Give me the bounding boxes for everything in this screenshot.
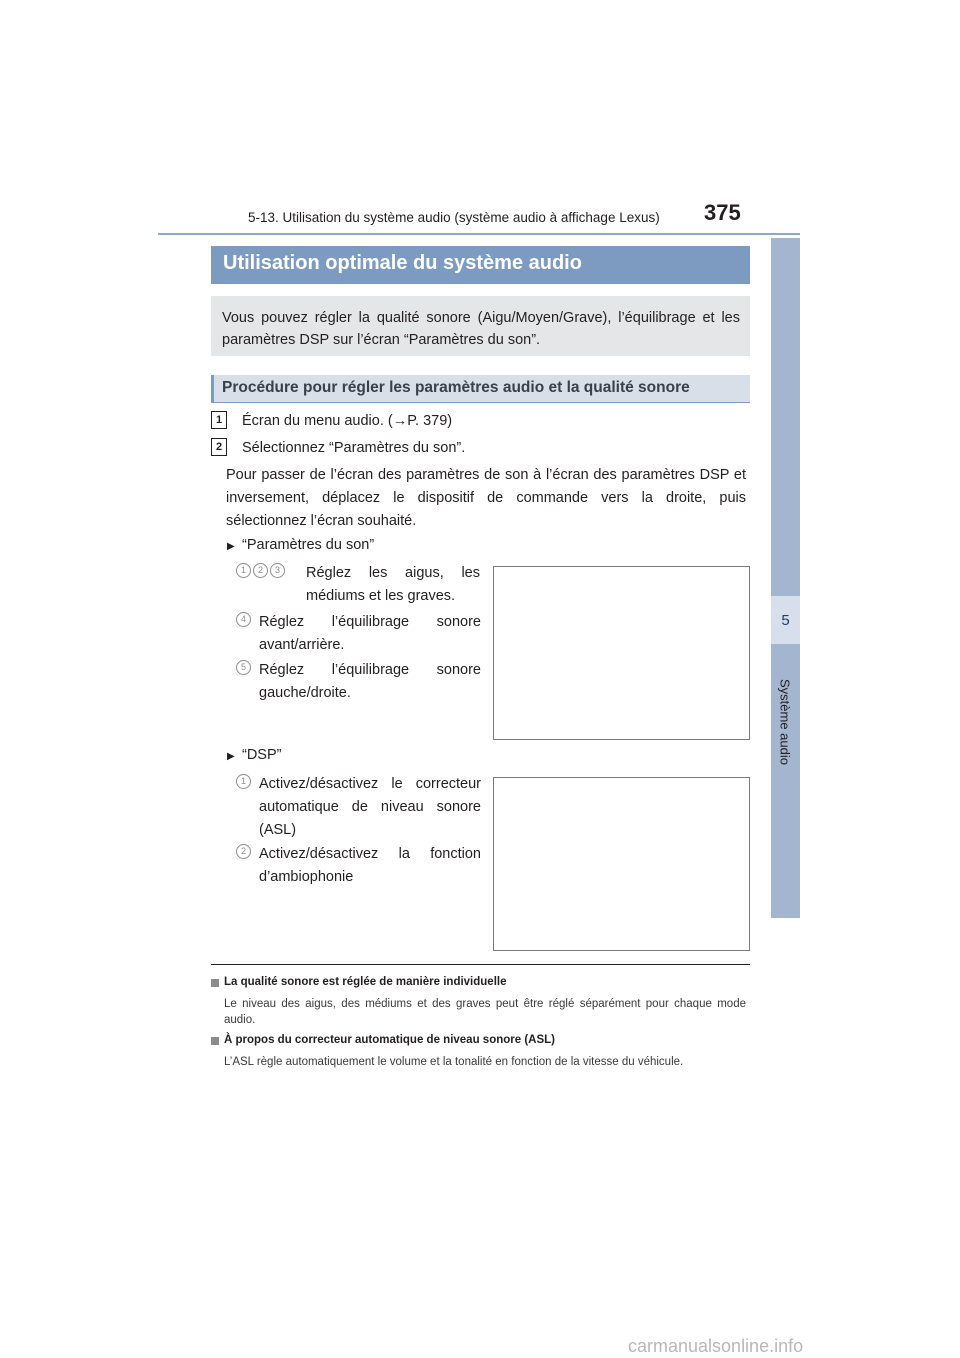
- section-heading-sound: “Paramètres du son”: [242, 537, 375, 553]
- running-head: 5-13. Utilisation du système audio (système audio à affichage Lexus): [248, 210, 660, 225]
- note-body-2: L’ASL règle automatiquement le volume et la tonalité en fonction de la vitesse du véhicule.: [224, 1056, 684, 1068]
- circled-number: 2: [236, 844, 251, 859]
- subheading-accent: [211, 375, 214, 402]
- circled-number: 5: [236, 660, 251, 675]
- screen-illustration-sound-settings: [493, 566, 750, 740]
- step-paragraph: Pour passer de l’écran des paramètres de son à l’écran des paramètres DSP et inversement, déplacez le dispositif de commande vers la droite, puis sélectionnez l’écran souhaité.: [226, 467, 746, 529]
- item-text-fader: Réglez l’équilibrage sonore avant/arrière.: [259, 614, 481, 653]
- square-bullet-icon: [211, 1037, 219, 1045]
- chapter-label: Système audio: [777, 679, 793, 765]
- chapter-number: 5: [781, 612, 790, 629]
- item-numbers-5: [236, 659, 253, 677]
- notes-rule: [211, 964, 750, 965]
- intro-text: Vous pouvez régler la qualité sonore (Aigu/Moyen/Grave), l’équilibrage et les paramètres DSP sur l’écran “Paramètres du son”.: [222, 310, 740, 348]
- item-numbers-dsp-1: [236, 773, 253, 791]
- square-bullet-icon: [211, 979, 219, 987]
- note-heading-1: La qualité sonore est réglée de manière individuelle: [224, 976, 507, 988]
- circled-number: 3: [270, 563, 285, 578]
- subheading: Procédure pour régler les paramètres audio et la qualité sonore: [222, 379, 690, 396]
- arrow-icon: ▶: [227, 541, 235, 552]
- step-text-2: Sélectionnez “Paramètres du son”.: [242, 440, 466, 456]
- chapter-side-tab: [771, 238, 800, 918]
- step-text-1: Écran du menu audio. (→P. 379): [242, 413, 453, 429]
- section-heading-dsp: “DSP”: [242, 747, 282, 763]
- item-numbers-1: [236, 562, 287, 580]
- item-numbers-dsp-2: [236, 843, 253, 861]
- item-text-asl: Activez/désactivez le correcteur automatique de niveau sonore (ASL): [259, 776, 481, 838]
- step-badge-1: 1: [211, 411, 227, 429]
- watermark: carmanualsonline.info: [628, 1336, 804, 1356]
- circled-number: 1: [236, 563, 251, 578]
- circled-number: 4: [236, 612, 251, 627]
- circled-number: 1: [236, 774, 251, 789]
- section-title: Utilisation optimale du système audio: [223, 252, 582, 274]
- step-badge-2: 2: [211, 438, 227, 456]
- chapter-label-wrapper: [770, 662, 800, 782]
- page-number: 375: [704, 200, 741, 225]
- header-rule: [158, 233, 800, 235]
- circled-number: 2: [253, 563, 268, 578]
- note-heading-2: À propos du correcteur automatique de niveau sonore (ASL): [224, 1034, 555, 1046]
- arrow-icon: ▶: [227, 751, 235, 762]
- screen-illustration-dsp: [493, 777, 750, 951]
- note-body-1: Le niveau des aigus, des médiums et des graves peut être réglé séparément pour chaque mode audio.: [224, 998, 746, 1026]
- item-text-surround: Activez/désactivez la fonction d’ambiophonie: [259, 846, 481, 885]
- item-text-balance: Réglez l’équilibrage sonore gauche/droite.: [259, 662, 481, 701]
- subheading-underline: [211, 402, 750, 403]
- item-numbers-4: [236, 611, 253, 629]
- item-text-treble-mid-bass: Réglez les aigus, les médiums et les graves.: [306, 565, 480, 604]
